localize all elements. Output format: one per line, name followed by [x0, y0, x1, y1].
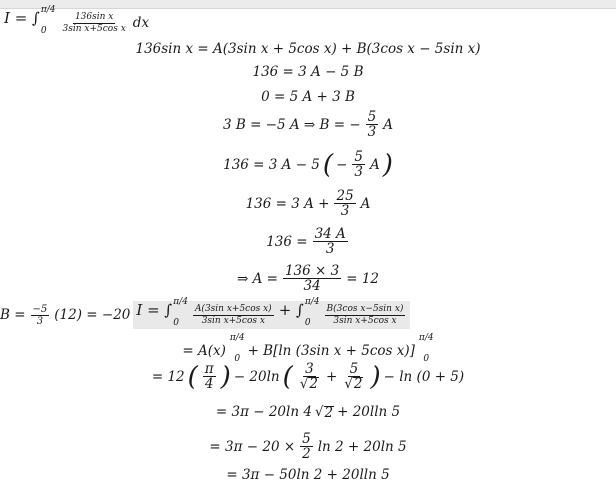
integrand-numerator: 136sin x [74, 11, 114, 22]
five-halves-fraction [300, 432, 313, 461]
simplify-rhs: A [360, 195, 371, 212]
radicand: 2 [324, 405, 334, 421]
split-integral-highlight [133, 297, 410, 329]
minus-sign: − [336, 156, 348, 173]
frac-den: 2 [302, 446, 311, 462]
lower-limit: 0 [304, 318, 311, 328]
frac-den: 3 [325, 241, 335, 257]
final-result-line: = 3π − 50ln 2 + 20lln 5 [226, 467, 390, 483]
frac-num: 136 × 3 [284, 263, 340, 279]
integral-definition [4, 5, 150, 36]
simplify-line [0, 189, 616, 218]
frac-den: 3 [36, 315, 44, 327]
differential: dx [132, 15, 150, 31]
frac-den: 4 [204, 376, 214, 392]
solve-a-fraction [283, 264, 341, 293]
five-thirds-fraction [366, 110, 379, 139]
integrand-fraction [61, 12, 128, 35]
b-value-lhs: B = [0, 307, 26, 323]
sqrt-two: √ 2 [314, 404, 334, 421]
combined-lhs: 136 = [266, 233, 308, 250]
b-value-result: (12) = −20 [54, 307, 131, 323]
pi-over-four-fraction [203, 362, 216, 391]
substitute-b-line [0, 150, 616, 179]
substituted-limits-line [0, 362, 616, 391]
frac-num: 3 [305, 361, 314, 377]
frac-num: −5 [32, 303, 48, 315]
left-paren: ( [282, 361, 293, 392]
equation-sin-coefficient: 136 = 3 A − 5 B [252, 64, 364, 80]
simplify-lhs: 136 = 3 A + [245, 195, 330, 212]
five-thirds-fraction [352, 150, 365, 179]
frac-num: 5 [367, 109, 377, 125]
twelve-term: = 12 [151, 368, 185, 385]
first-integrand [193, 304, 274, 327]
twentyfive-thirds-fraction [334, 189, 355, 218]
second-integrand [325, 304, 406, 327]
integral-lhs: I = ∫ [4, 9, 40, 27]
frac-num: B(3cos x−5sin x) [326, 303, 404, 314]
sqrt-two: √ 2 [299, 376, 318, 392]
frac-den: 3sin x+5cos x [333, 315, 397, 326]
radicand: 2 [353, 376, 363, 392]
integrand-denominator: 3sin x+5cos x [62, 23, 126, 34]
upper-limit: π/4 [229, 333, 245, 343]
ln-five-term: + 20lln 5 [337, 404, 401, 420]
minus-five-thirds-fraction [31, 304, 50, 327]
three-over-root-two [298, 362, 321, 391]
frac-num: 34 A [314, 226, 346, 242]
plus-sign: + [325, 368, 338, 385]
frac-num: π [204, 361, 214, 377]
ln-terms: ln 2 + 20ln 5 [317, 438, 407, 455]
b-term-limits [418, 333, 434, 364]
substitute-lhs: 136 = 3 A − 5 [223, 156, 320, 173]
frac-den: 3 [340, 203, 350, 219]
b-log-term: + B[ln (3sin x + 5cos x)] [247, 343, 415, 359]
right-paren: ) [382, 149, 393, 180]
sqrt-two: √ 2 [344, 376, 363, 392]
left-paren: ( [187, 361, 198, 392]
ln-lower-limit-term: − ln (0 + 5) [383, 368, 465, 385]
frac-den: 3sin x+5cos x [201, 315, 265, 326]
right-paren: ) [220, 361, 231, 392]
combined-line [0, 227, 616, 256]
b-value-and-split-integral [0, 297, 410, 329]
solve-a-lhs: ⇒ A = [236, 270, 278, 287]
lower-limit: 0 [234, 354, 241, 364]
upper-limit: π/4 [304, 297, 320, 307]
decomposition-equation: 136sin x = A(3sin x + 5cos x) + B(3cos x − 5sin x) [135, 41, 481, 57]
frac-num: 5 [302, 431, 311, 447]
lower-limit: 0 [173, 318, 179, 328]
solve-b-lhs: 3 B = −5 A ⇒ B = − [222, 116, 361, 133]
expanded-log-line [0, 432, 616, 461]
integral-lhs: I = ∫ [136, 301, 173, 319]
variable-a: A [369, 156, 380, 173]
top-toolbar-strip [0, 0, 616, 9]
frac-den: 34 [303, 278, 321, 294]
twenty-ln-term: − 20ln [233, 368, 280, 385]
log-four-term: = 3π − 20ln 4 [215, 404, 312, 420]
frac-num: A(3sin x+5cos x) [194, 303, 272, 314]
solve-a-result: = 12 [346, 270, 379, 287]
upper-limit: π/4 [418, 333, 434, 343]
solve-a-line [0, 264, 616, 293]
second-integral-sign: + ∫ [278, 301, 304, 319]
lower-limit: 0 [40, 26, 47, 36]
left-paren: ( [322, 149, 334, 180]
upper-limit: π/4 [40, 5, 56, 15]
simplified-log-line [0, 404, 616, 420]
five-over-root-two [342, 362, 365, 391]
solve-b-line [0, 110, 616, 139]
upper-limit: π/4 [173, 297, 188, 307]
a-term: = A(x) [182, 343, 226, 359]
frac-num: 5 [354, 149, 363, 165]
equation-cos-coefficient: 0 = 5 A + 3 B [261, 89, 355, 105]
radicand: 2 [309, 376, 318, 392]
times-term: = 3π − 20 × [209, 438, 296, 455]
lower-limit: 0 [423, 354, 430, 364]
frac-den: 3 [354, 164, 363, 180]
solve-b-rhs: A [383, 116, 393, 133]
frac-den: 3 [367, 124, 377, 140]
frac-num: 5 [349, 361, 359, 377]
right-paren: ) [370, 361, 381, 392]
frac-num: 25 [336, 188, 354, 204]
a-term-limits [229, 333, 245, 364]
thirtyfour-a-fraction [313, 227, 348, 256]
